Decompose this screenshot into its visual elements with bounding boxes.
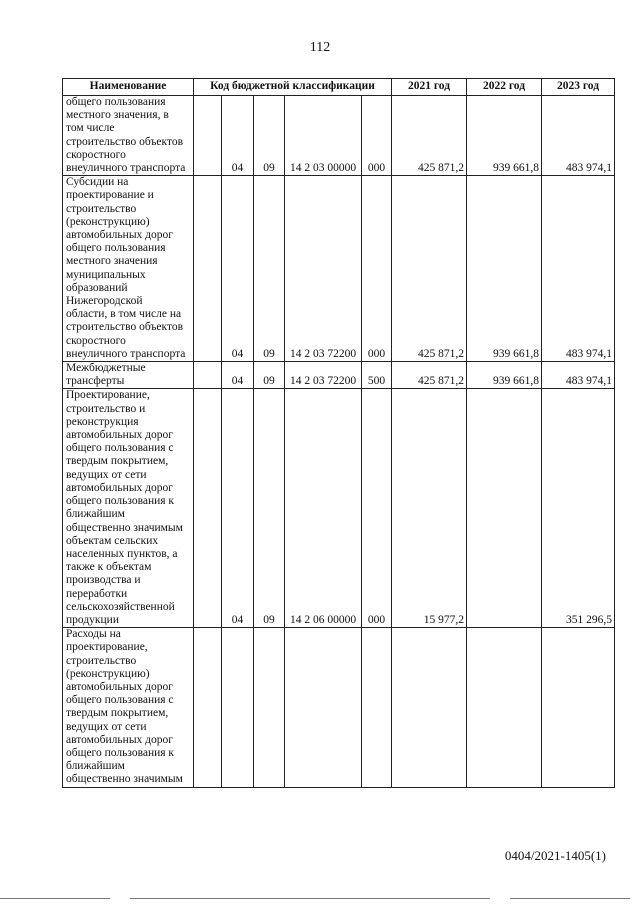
header-code: Код бюджетной классификации (194, 79, 392, 96)
table-row (63, 96, 615, 176)
code-subsection: 09 (254, 96, 285, 176)
code-subsection: 09 (254, 176, 285, 362)
value-2021: 425 871,2 (392, 176, 467, 362)
code-subsection: 09 (254, 389, 285, 628)
table-header-row (63, 79, 615, 96)
code-expense-type: 000 (362, 96, 392, 176)
header-2023: 2023 год (542, 79, 615, 96)
scan-edge-line (0, 898, 110, 899)
code-target-article: 14 2 06 00000 (285, 389, 362, 628)
code-expense-type (362, 628, 392, 787)
header-name: Наименование (63, 79, 194, 96)
budget-table (62, 78, 615, 788)
value-2023: 351 296,5 (542, 389, 615, 628)
code-section (222, 628, 254, 787)
header-2021: 2021 год (392, 79, 467, 96)
code-section: 04 (222, 362, 254, 389)
code-expense-type: 000 (362, 389, 392, 628)
value-2022 (467, 628, 542, 787)
value-2022: 939 661,8 (467, 362, 542, 389)
code-expense-type: 500 (362, 362, 392, 389)
scan-edge-line (510, 898, 630, 899)
code-subsection (254, 628, 285, 787)
table-row (63, 628, 615, 787)
code-subsection: 09 (254, 362, 285, 389)
value-2023 (542, 628, 615, 787)
code-part-1 (194, 389, 222, 628)
row-name: Межбюджетные трансферты (63, 362, 194, 389)
value-2023: 483 974,1 (542, 96, 615, 176)
code-part-1 (194, 96, 222, 176)
code-part-1 (194, 362, 222, 389)
value-2023: 483 974,1 (542, 176, 615, 362)
table-row (63, 389, 615, 628)
value-2022: 939 661,8 (467, 96, 542, 176)
code-target-article: 14 2 03 72200 (285, 362, 362, 389)
value-2022: 939 661,8 (467, 176, 542, 362)
value-2022 (467, 389, 542, 628)
scan-edge-line (130, 898, 490, 899)
document-code: 0404/2021-1405(1) (504, 848, 606, 863)
row-name: общего пользования местного значения, в том числе строительство объектов скоростного внеуличного транспорта (63, 96, 194, 176)
value-2023: 483 974,1 (542, 362, 615, 389)
row-name: Расходы на проектирование, строительство (реконструкцию) автомобильных дорог общего пользования с твердым покрытием, ведущих от сети автомобильных дорог общего пользования к ближайшим общественно значимым (63, 628, 194, 787)
code-target-article (285, 628, 362, 787)
code-section: 04 (222, 389, 254, 628)
row-name: Субсидии на проектирование и строительство (реконструкцию) автомобильных дорог общего пользования местного значения муниципальных образований Нижегородской области, в том числе на строительство объектов скоростного внеуличного транспорта (63, 176, 194, 362)
code-target-article: 14 2 03 72200 (285, 176, 362, 362)
code-expense-type: 000 (362, 176, 392, 362)
code-section: 04 (222, 96, 254, 176)
value-2021: 425 871,2 (392, 362, 467, 389)
table-row (63, 176, 615, 362)
code-section: 04 (222, 176, 254, 362)
code-part-1 (194, 628, 222, 787)
table-row (63, 362, 615, 389)
header-2022: 2022 год (467, 79, 542, 96)
value-2021 (392, 628, 467, 787)
page-number: 112 (309, 40, 331, 55)
code-target-article: 14 2 03 00000 (285, 96, 362, 176)
row-name: Проектирование, строительство и реконструкция автомобильных дорог общего пользования с твердым покрытием, ведущих от сети автомобильных дорог общего пользования к ближайшим общественно значимым объектам сельских населенных пунктов, а также к объектам производства и переработки сельскохозяйственной продукции (63, 389, 194, 628)
value-2021: 425 871,2 (392, 96, 467, 176)
code-part-1 (194, 176, 222, 362)
value-2021: 15 977,2 (392, 389, 467, 628)
